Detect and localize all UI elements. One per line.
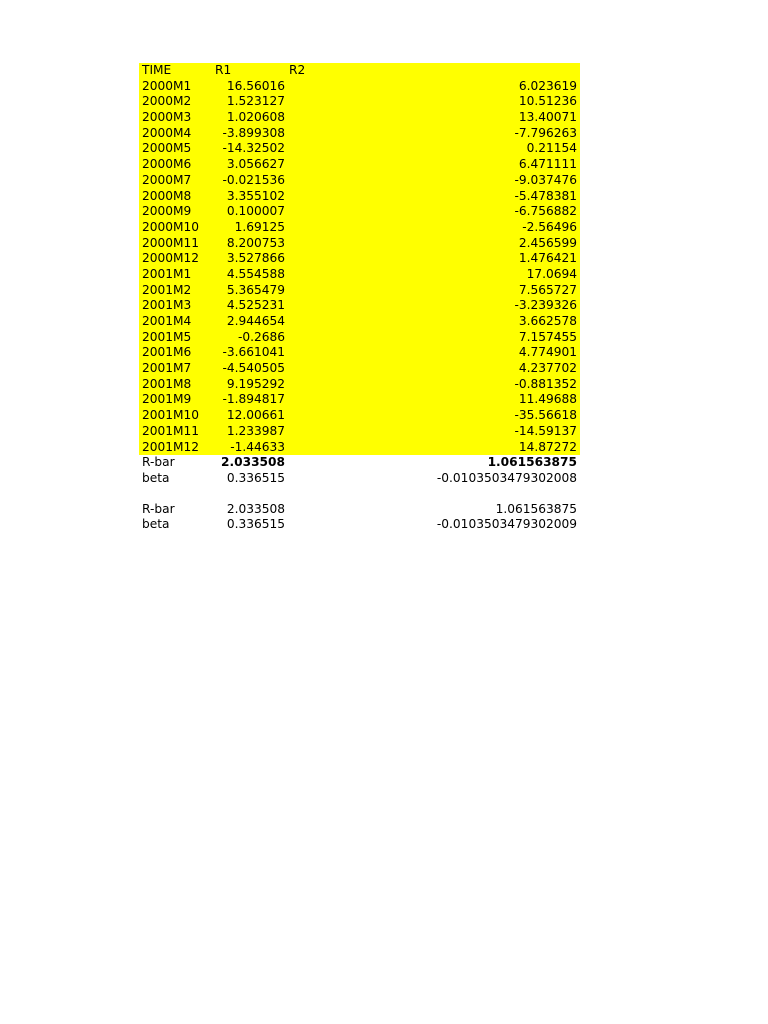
cell-time[interactable]: 2000M9 <box>142 204 192 219</box>
cell-time[interactable]: 2000M3 <box>142 110 192 125</box>
cell-time[interactable]: 2001M5 <box>142 329 192 344</box>
cell-r2[interactable]: 0.21154 <box>526 141 577 156</box>
cell-r1[interactable]: 3.056627 <box>226 157 285 172</box>
cell-r1[interactable]: -3.899308 <box>222 125 285 140</box>
cell-r2[interactable]: -35.56618 <box>514 408 577 423</box>
cell-time[interactable]: 2001M12 <box>142 439 200 454</box>
table-row <box>139 141 580 157</box>
cell-r1[interactable]: 5.365479 <box>226 282 285 297</box>
beta-label-2[interactable]: beta <box>142 517 170 532</box>
cell-r2[interactable]: -5.478381 <box>514 188 577 203</box>
beta-r1[interactable]: 0.336515 <box>226 470 285 485</box>
rbar-r2[interactable]: 1.061563875 <box>487 455 577 470</box>
cell-time[interactable]: 2001M6 <box>142 345 192 360</box>
cell-time[interactable]: 2000M2 <box>142 94 192 109</box>
header-time[interactable]: TIME <box>142 63 172 77</box>
cell-time[interactable]: 2001M3 <box>142 298 192 313</box>
cell-r1[interactable]: 1.69125 <box>234 219 285 234</box>
cell-time[interactable]: 2000M12 <box>142 251 200 266</box>
table-row <box>139 377 580 393</box>
rbar-label-2[interactable]: R-bar <box>142 501 175 516</box>
table-row <box>139 267 580 283</box>
cell-r1[interactable]: 1.523127 <box>226 94 285 109</box>
cell-r2[interactable]: -14.59137 <box>514 423 577 438</box>
table-row <box>139 283 580 299</box>
rbar-r1-2[interactable]: 2.033508 <box>226 501 285 516</box>
cell-r2[interactable]: 4.237702 <box>518 361 577 376</box>
table-row <box>139 220 580 236</box>
summary2-rbar-row <box>139 502 580 518</box>
table-row <box>139 251 580 267</box>
table-row <box>139 408 580 424</box>
cell-r2[interactable]: 13.40071 <box>518 110 577 125</box>
cell-r1[interactable]: -14.32502 <box>222 141 285 156</box>
cell-time[interactable]: 2000M4 <box>142 125 192 140</box>
cell-time[interactable]: 2000M5 <box>142 141 192 156</box>
cell-r2[interactable]: 2.456599 <box>518 235 577 250</box>
cell-r2[interactable]: 10.51236 <box>518 94 577 109</box>
beta-r1-2[interactable]: 0.336515 <box>226 517 285 532</box>
spreadsheet-table <box>139 63 580 533</box>
cell-r2[interactable]: 7.157455 <box>518 329 577 344</box>
cell-r1[interactable]: 9.195292 <box>226 376 285 391</box>
cell-r1[interactable]: 1.233987 <box>226 423 285 438</box>
cell-time[interactable]: 2001M11 <box>142 423 200 438</box>
table-row <box>139 361 580 377</box>
cell-r2[interactable]: -0.881352 <box>514 376 577 391</box>
table-row <box>139 94 580 110</box>
table-row <box>139 110 580 126</box>
cell-r2[interactable]: 4.774901 <box>518 345 577 360</box>
table-row <box>139 173 580 189</box>
cell-time[interactable]: 2001M10 <box>142 408 200 423</box>
cell-r2[interactable]: 17.0694 <box>526 266 577 281</box>
table-row <box>139 126 580 142</box>
cell-r1[interactable]: -0.021536 <box>222 172 285 187</box>
cell-r1[interactable]: -1.894817 <box>222 392 285 407</box>
table-row <box>139 189 580 205</box>
table-row <box>139 236 580 252</box>
cell-r1[interactable]: 3.355102 <box>226 188 285 203</box>
table-row <box>139 314 580 330</box>
cell-r2[interactable]: 14.87272 <box>518 439 577 454</box>
cell-time[interactable]: 2001M7 <box>142 361 192 376</box>
empty-row <box>139 487 580 502</box>
table-row <box>139 424 580 440</box>
header-r1[interactable]: R1 <box>215 63 232 77</box>
cell-r2[interactable]: -2.56496 <box>522 219 577 234</box>
summary-beta-row <box>139 471 580 487</box>
table-row <box>139 330 580 346</box>
cell-r2[interactable]: -7.796263 <box>514 125 577 140</box>
table-row <box>139 79 580 95</box>
cell-time[interactable]: 2000M11 <box>142 235 200 250</box>
table-row <box>139 392 580 408</box>
cell-r1[interactable]: -4.540505 <box>222 361 285 376</box>
cell-time[interactable]: 2001M1 <box>142 266 192 281</box>
rbar-r2-2[interactable]: 1.061563875 <box>495 501 577 516</box>
cell-r2[interactable]: 7.565727 <box>518 282 577 297</box>
cell-r1[interactable]: -1.44633 <box>230 439 285 454</box>
table-row <box>139 204 580 220</box>
cell-r1[interactable]: 3.527866 <box>226 251 285 266</box>
cell-r2[interactable]: -9.037476 <box>514 172 577 187</box>
summary2-beta-row <box>139 517 580 533</box>
beta-r2-2[interactable]: -0.0103503479302009 <box>436 517 577 532</box>
cell-time[interactable]: 2000M1 <box>142 78 192 93</box>
cell-r2[interactable]: 6.471111 <box>518 157 577 172</box>
cell-time[interactable]: 2000M7 <box>142 172 192 187</box>
summary-rbar-row <box>139 455 580 471</box>
cell-time[interactable]: 2001M2 <box>142 282 192 297</box>
table-row <box>139 298 580 314</box>
cell-r1[interactable]: 12.00661 <box>226 408 285 423</box>
table-row <box>139 157 580 173</box>
cell-r1[interactable]: 1.020608 <box>226 110 285 125</box>
cell-r2[interactable]: -3.239326 <box>514 298 577 313</box>
cell-r2[interactable]: 3.662578 <box>518 314 577 328</box>
table-row <box>139 440 580 456</box>
cell-r2[interactable]: 11.49688 <box>518 392 577 407</box>
cell-r1[interactable]: 8.200753 <box>226 235 285 250</box>
beta-label[interactable]: beta <box>142 470 170 485</box>
cell-r1[interactable]: 2.944654 <box>226 314 285 328</box>
cell-r2[interactable]: 1.476421 <box>518 251 577 266</box>
cell-r2[interactable]: 6.023619 <box>518 78 577 93</box>
cell-r1[interactable]: 16.56016 <box>226 78 285 93</box>
rbar-label[interactable]: R-bar <box>142 455 175 470</box>
header-r2[interactable]: R2 <box>289 63 306 77</box>
cell-time[interactable]: 2001M9 <box>142 392 192 407</box>
cell-time[interactable]: 2001M8 <box>142 376 192 391</box>
table-row <box>139 345 580 361</box>
cell-r1[interactable]: 4.525231 <box>226 298 285 313</box>
rbar-r1[interactable]: 2.033508 <box>221 455 285 470</box>
cell-r1[interactable]: -0.2686 <box>237 329 285 344</box>
header-row <box>139 63 580 79</box>
cell-time[interactable]: 2001M4 <box>142 314 192 328</box>
cell-r2[interactable]: -6.756882 <box>514 204 577 219</box>
beta-r2[interactable]: -0.0103503479302008 <box>436 470 577 485</box>
cell-time[interactable]: 2000M8 <box>142 188 192 203</box>
data-rows <box>139 79 580 456</box>
cell-r1[interactable]: 4.554588 <box>226 266 285 281</box>
cell-r1[interactable]: -3.661041 <box>222 345 285 360</box>
cell-time[interactable]: 2000M10 <box>142 219 200 234</box>
cell-r1[interactable]: 0.100007 <box>226 204 285 219</box>
cell-time[interactable]: 2000M6 <box>142 157 192 172</box>
